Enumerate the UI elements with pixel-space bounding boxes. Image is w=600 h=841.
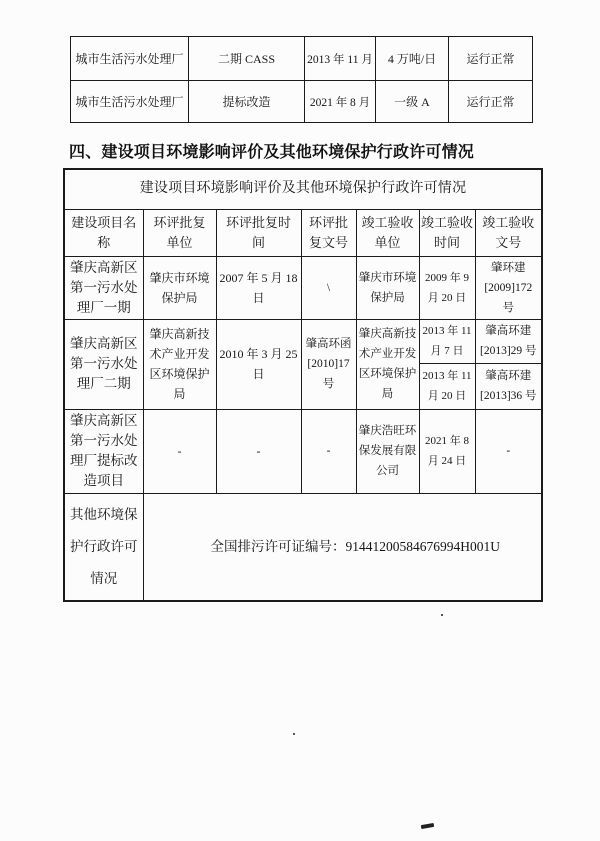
cell-line: [2009]172 xyxy=(484,281,533,294)
cell-line: 肇高环函 xyxy=(305,338,352,350)
cell-line: 环评批 xyxy=(308,214,348,230)
table-row xyxy=(64,493,542,601)
scan-mark xyxy=(293,733,295,735)
cell-line: 复文号 xyxy=(308,234,348,250)
cell-line: 2010 年 3 月 25 xyxy=(219,347,298,361)
cell-line: 环评批复时 xyxy=(225,214,291,230)
cell-line: \ xyxy=(326,281,331,294)
column-header-acceptance-date xyxy=(419,209,475,256)
other-permit-label-cell xyxy=(64,493,143,601)
scan-mark xyxy=(421,823,434,829)
cell-line: 其他环境保 xyxy=(70,506,138,522)
scan-mark xyxy=(441,614,443,616)
phase-cell: 二期 CASS xyxy=(189,37,305,81)
project-name-cell xyxy=(64,409,143,493)
acceptance-date-cell xyxy=(419,409,475,493)
cell-line: 第一污水处 xyxy=(70,433,138,448)
cell-line: 2009 年 9 xyxy=(425,271,469,284)
eia-approval-unit-cell xyxy=(143,409,216,493)
cell-line: 公司 xyxy=(376,465,399,477)
cell-line: 号 xyxy=(322,378,335,390)
cell-line: 竣工验收 xyxy=(420,214,473,230)
eia-approval-unit-cell xyxy=(143,256,216,319)
cell-line: - xyxy=(326,445,331,457)
cell-line: 月 7 日 xyxy=(430,345,464,357)
eia-permit-table xyxy=(63,168,543,602)
cell-line: 肇庆市环境 xyxy=(358,271,417,284)
eia-approval-date-cell xyxy=(216,409,301,493)
cell-line: 2007 年 5 月 18 xyxy=(219,270,298,285)
status-cell: 运行正常 xyxy=(449,37,533,81)
cell-line: 肇高环建 xyxy=(485,370,532,382)
cell-line: - xyxy=(256,444,261,458)
cell-line: 月 20 日 xyxy=(427,390,467,402)
cell-line: 护行政许可 xyxy=(70,538,138,554)
table-title: 建设项目环境影响评价及其他环境保护行政许可情况 xyxy=(64,169,542,209)
cell-line: 术产业开发 xyxy=(358,348,417,360)
cell-line: 称 xyxy=(97,234,111,250)
acceptance-date-cell xyxy=(419,319,475,363)
table-row xyxy=(64,409,542,493)
acceptance-doc-cell xyxy=(475,363,542,409)
cell-line: - xyxy=(177,444,182,458)
date-cell: 2013 年 11 月 xyxy=(305,37,376,81)
cell-line: 肇环建 xyxy=(491,261,526,274)
cell-line: 肇高环建 xyxy=(485,325,532,337)
column-header-acceptance-doc xyxy=(475,209,542,256)
column-header-project-name xyxy=(64,209,143,256)
cell-line: 保护局 xyxy=(370,291,405,304)
cell-line: 理厂一期 xyxy=(76,299,131,315)
cell-line: 保护局 xyxy=(161,290,198,305)
acceptance-unit-cell xyxy=(356,256,419,319)
cell-line: 第一污水处 xyxy=(70,279,138,295)
cell-line: 肇庆高新区 xyxy=(70,259,138,275)
facility-name-cell: 城市生活污水处理厂 xyxy=(71,37,189,81)
cell-line: 肇庆市环境 xyxy=(149,270,210,285)
column-header-acceptance-unit xyxy=(356,209,419,256)
cell-line: 肇庆高新技 xyxy=(358,328,417,340)
cell-line: 月 20 日 xyxy=(427,291,467,304)
acceptance-unit-cell xyxy=(356,319,419,409)
facility-table xyxy=(70,36,533,123)
capacity-cell: 4 万吨/日 xyxy=(376,37,449,81)
facility-name-cell: 城市生活污水处理厂 xyxy=(71,81,189,123)
cell-line: 建设项目名 xyxy=(71,214,137,230)
cell-line: 单位 xyxy=(374,234,401,250)
cell-line: 局 xyxy=(381,388,394,400)
cell-line: 区环境保护 xyxy=(149,367,210,381)
acceptance-date-cell xyxy=(419,363,475,409)
cell-line: 竣工验收 xyxy=(482,214,535,230)
date-cell: 2021 年 8 月 xyxy=(305,81,376,123)
cell-line: 术产业开发 xyxy=(149,347,210,361)
cell-line: - xyxy=(506,445,511,457)
cell-line: 文号 xyxy=(495,234,522,250)
table-row xyxy=(64,256,542,319)
cell-line: 日 xyxy=(252,367,265,381)
cell-line: 时间 xyxy=(433,234,460,250)
cell-line: 环评批复 xyxy=(153,214,206,230)
column-header-eia-date xyxy=(216,209,301,256)
cell-line: 理厂二期 xyxy=(76,376,131,391)
cell-line: [2010]17 xyxy=(307,358,350,370)
cell-line: 第一污水处 xyxy=(70,356,138,371)
acceptance-unit-cell xyxy=(356,409,419,493)
cell-line: 造项目 xyxy=(83,473,124,488)
cell-line: 日 xyxy=(252,290,265,305)
eia-approval-date-cell xyxy=(216,256,301,319)
table-row xyxy=(71,81,533,123)
eia-approval-doc-cell xyxy=(301,256,356,319)
cell-line: 局 xyxy=(173,387,186,401)
cell-line: 间 xyxy=(251,234,265,250)
section-heading: 四、建设项目环境影响评价及其他环境保护行政许可情况 xyxy=(69,142,475,161)
project-name-cell xyxy=(64,256,143,319)
cell-line: [2013]36 号 xyxy=(480,390,537,402)
cell-line: 肇庆高新区 xyxy=(70,336,138,351)
acceptance-doc-cell xyxy=(475,319,542,363)
capacity-cell: 一级 A xyxy=(376,81,449,123)
table-title-row xyxy=(64,169,542,209)
acceptance-date-cell xyxy=(419,256,475,319)
pollutant-permit-number-cell: 全国排污许可证编号：91441200584676994H001U xyxy=(143,493,542,601)
cell-line: 区环境保护 xyxy=(358,368,417,380)
cell-line: 2013 年 11 xyxy=(422,325,472,337)
table-row xyxy=(64,319,542,363)
cell-line: [2013]29 号 xyxy=(480,345,537,357)
acceptance-doc-cell xyxy=(475,409,542,493)
project-name-cell xyxy=(64,319,143,409)
eia-approval-date-cell xyxy=(216,319,301,409)
cell-line: 单位 xyxy=(166,234,193,250)
cell-line: 月 24 日 xyxy=(427,455,467,467)
cell-line: 2013 年 11 xyxy=(422,370,472,382)
eia-approval-doc-cell xyxy=(301,319,356,409)
cell-line: 2021 年 8 xyxy=(425,435,469,447)
cell-line: 保发展有限 xyxy=(358,445,417,457)
cell-line: 号 xyxy=(502,301,515,314)
eia-approval-doc-cell xyxy=(301,409,356,493)
cell-line: 理厂提标改 xyxy=(70,453,138,468)
cell-line: 情况 xyxy=(90,570,118,586)
status-cell: 运行正常 xyxy=(449,81,533,123)
cell-line: 竣工验收 xyxy=(361,214,414,230)
cell-line: 肇庆浩旺环 xyxy=(358,425,417,437)
cell-line: 肇庆高新技 xyxy=(149,327,210,341)
cell-line: 肇庆高新区 xyxy=(70,413,138,428)
eia-approval-unit-cell xyxy=(143,319,216,409)
column-header-eia-unit xyxy=(143,209,216,256)
table-row xyxy=(71,37,533,81)
column-header-eia-doc xyxy=(301,209,356,256)
acceptance-doc-cell xyxy=(475,256,542,319)
header-row xyxy=(64,209,542,256)
phase-cell: 提标改造 xyxy=(189,81,305,123)
